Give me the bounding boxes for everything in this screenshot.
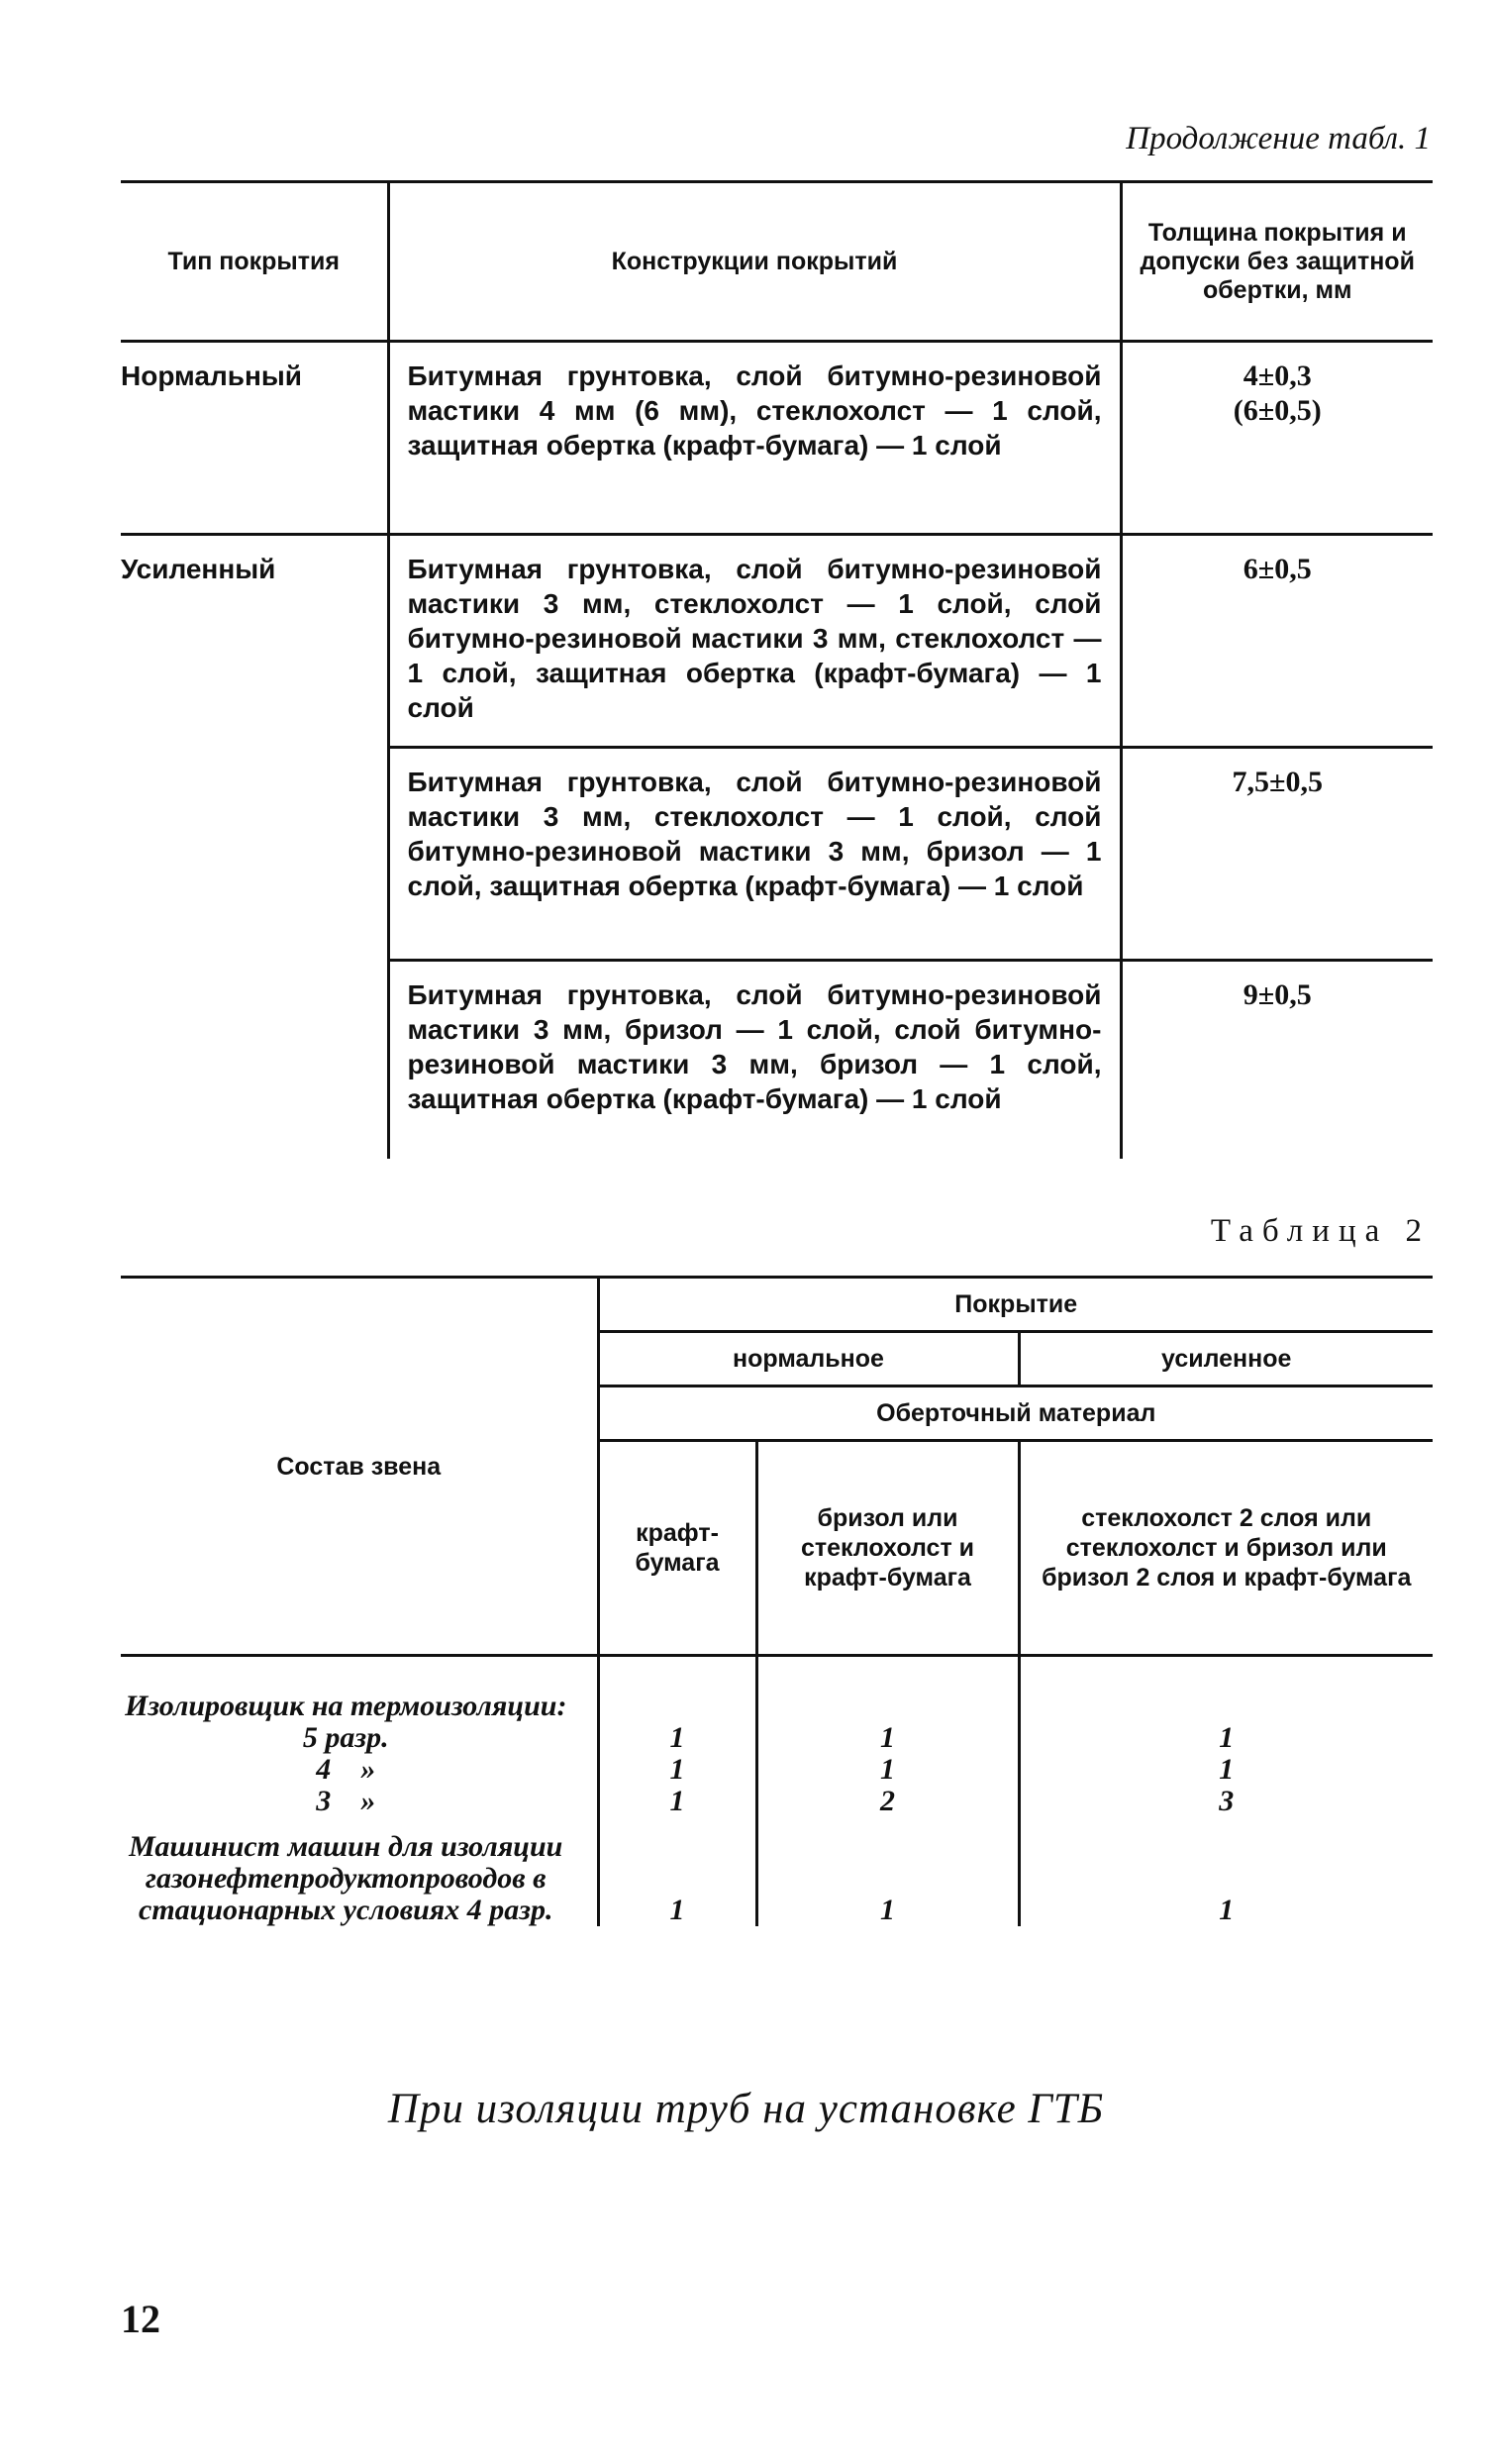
coating-type-cell: [121, 748, 388, 961]
table-row: [121, 748, 1433, 961]
thickness-cell: 7,5±0,5: [1121, 748, 1433, 961]
thickness-value: 4±0,3: [1243, 359, 1312, 392]
rank-label: 5 разр.: [121, 1722, 598, 1754]
thickness-cell: 6±0,5: [1121, 535, 1433, 748]
count-cell: 1: [756, 1754, 1019, 1786]
count-cell: 1: [756, 1831, 1019, 1926]
coating-type-cell: Усиленный: [121, 535, 388, 748]
construction-cell: Битумная грунтовка, слой битумно-резиновой мастики 3 мм, стеклохолст — 1 слой, слой битумно-резиновой мастики 3 мм, бризол — 1 слой, защитная обертка (крафт-бумага) — 1 слой: [388, 748, 1121, 961]
table-row: [121, 1754, 1433, 1786]
table2-caption: Таблица 2: [1210, 1213, 1431, 1249]
count-cell: 1: [1219, 1753, 1235, 1786]
header-normal: нормальное: [598, 1332, 1019, 1386]
thickness-cell: 9±0,5: [1121, 961, 1433, 1159]
header-coating-construction: Конструкции покрытий: [388, 182, 1121, 342]
header-wrapping-material: Оберточный материал: [598, 1386, 1433, 1441]
count-cell: 1: [598, 1754, 756, 1786]
construction-cell: Битумная грунтовка, слой битумно-резиновой мастики 3 мм, бризол — 1 слой, слой битумно-резиновой мастики 3 мм, бризол — 1 слой, защитная обертка (крафт-бумага) — 1 слой: [388, 961, 1121, 1159]
header-thickness: Толщина покрытия и допуски без защитной обертки, мм: [1121, 182, 1433, 342]
header-glass-two-layers: стеклохолст 2 слоя или стеклохолст и бризол или бризол 2 слоя и крафт-бумага: [1019, 1441, 1433, 1656]
crew-composition-table: [121, 1276, 1433, 1926]
coating-type-cell: [121, 961, 388, 1159]
table-row: [121, 1656, 1433, 1723]
header-crew-composition: Состав звена: [121, 1278, 598, 1656]
header-brizol-or-glass-kraft: бризол или стеклохолст и крафт-бумага: [756, 1441, 1019, 1656]
count-cell: 1: [1219, 1721, 1235, 1754]
header-kraft-paper: крафт-бумага: [598, 1441, 756, 1656]
header-coating-type: Тип покрытия: [121, 182, 388, 342]
coating-type-cell: Нормальный: [121, 342, 388, 535]
count-cell: 1: [1219, 1894, 1235, 1926]
page-number: 12: [121, 2297, 160, 2341]
thickness-alt-value: (6±0,5): [1233, 394, 1322, 427]
count-cell: 1: [756, 1722, 1019, 1754]
count-cell: 1: [598, 1786, 756, 1817]
count-cell: 1: [598, 1722, 756, 1754]
table-row: [121, 535, 1433, 748]
insulator-title: Изолировщик на термоизоляции:: [121, 1656, 598, 1723]
table1-header-row: [121, 182, 1433, 342]
header-reinforced: усиленное: [1019, 1332, 1433, 1386]
count-cell: 1: [598, 1831, 756, 1926]
header-coating: Покрытие: [598, 1278, 1433, 1332]
count-cell: 2: [756, 1786, 1019, 1817]
table2-header-row: [121, 1278, 1433, 1332]
rank-label: 3 »: [121, 1786, 598, 1817]
rank-label: 4 »: [121, 1754, 598, 1786]
machinist-label: Машинист машин для изоляции газонефтепродуктопроводов в стационарных условиях 4 разр.: [121, 1831, 598, 1926]
table-row: [121, 1786, 1433, 1817]
table-row: [121, 342, 1433, 535]
count-cell: 3: [1219, 1785, 1235, 1817]
table-row: [121, 1831, 1433, 1926]
section-subheading: При изоляции труб на установке ГТБ: [387, 2086, 1105, 2132]
thickness-cell: [1121, 342, 1433, 535]
construction-cell: Битумная грунтовка, слой битумно-резиновой мастики 4 мм (6 мм), стеклохолст — 1 слой, защитная обертка (крафт-бумага) — 1 слой: [388, 342, 1121, 535]
table-row: [121, 961, 1433, 1159]
continuation-caption: Продолжение табл. 1: [1126, 121, 1431, 156]
construction-cell: Битумная грунтовка, слой битумно-резиновой мастики 3 мм, стеклохолст — 1 слой, слой битумно-резиновой мастики 3 мм, стеклохолст — 1 слой, защитная обертка (крафт-бумага) — 1 слой: [388, 535, 1121, 748]
coating-types-table: [121, 180, 1433, 1159]
table-row: [121, 1722, 1433, 1754]
